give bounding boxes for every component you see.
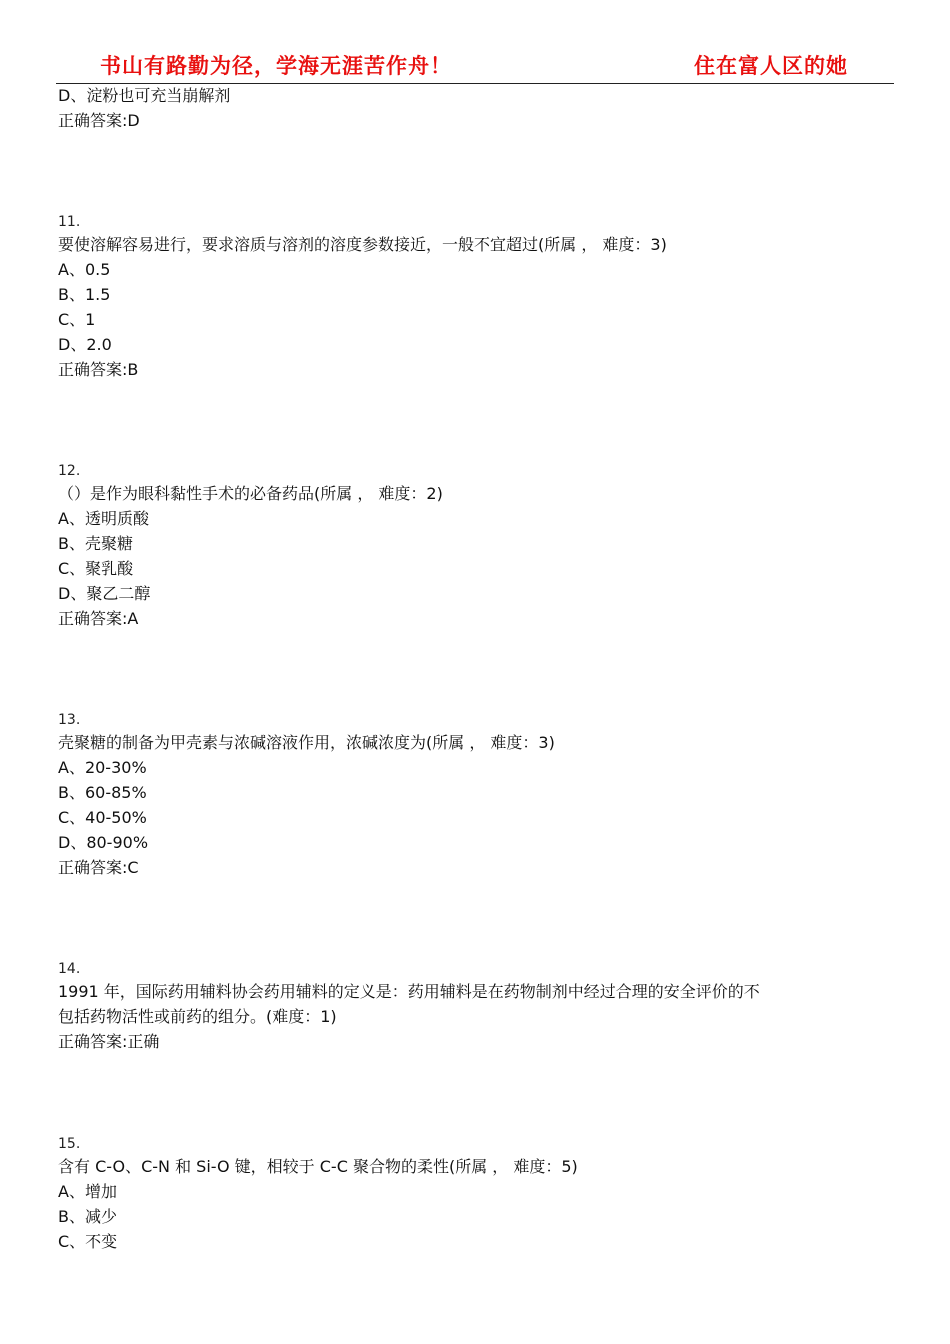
question-stem: 壳聚糖的制备为甲壳素与浓碱溶液作用，浓碱浓度为(所属 ， 难度：3): [58, 733, 555, 752]
question-answer: 正确答案:A: [58, 609, 139, 628]
page-header: [0, 0, 950, 84]
option-c: C、40-50%: [58, 808, 147, 827]
option-c: C、聚乳酸: [58, 559, 134, 578]
header-motto: 书山有路勤为径，学海无涯苦作舟！: [100, 53, 452, 78]
prev-question-option-d: D、淀粉也可充当崩解剂: [58, 86, 231, 105]
option-d: D、80-90%: [58, 833, 149, 852]
question-answer: 正确答案:正确: [58, 1032, 160, 1051]
question-stem: 要使溶解容易进行，要求溶质与溶剂的溶度参数接近，一般不宜超过(所属 ， 难度：3): [58, 235, 667, 254]
option-b: B、壳聚糖: [58, 534, 133, 553]
option-a: A、20-30%: [58, 758, 147, 777]
option-b: B、60-85%: [58, 783, 147, 802]
question-stem: （）是作为眼科黏性手术的必备药品(所属 ， 难度：2): [58, 484, 443, 503]
header-divider: [56, 83, 894, 84]
prev-question-answer: 正确答案:D: [58, 111, 140, 130]
question-stem: 含有 C-O、C-N 和 Si-O 键，相较于 C-C 聚合物的柔性(所属 ， 难度：5): [58, 1157, 578, 1176]
header-author: 住在富人区的她: [694, 53, 848, 78]
question-stem-line-2: 包括药物活性或前药的组分。(难度：1): [58, 1007, 337, 1026]
option-a: A、增加: [58, 1182, 117, 1201]
question-answer: 正确答案:C: [58, 858, 139, 877]
option-a: A、透明质酸: [58, 509, 149, 528]
option-d: D、2.0: [58, 335, 112, 354]
question-number: 14.: [58, 961, 81, 977]
option-c: C、1: [58, 310, 96, 329]
question-number: 13.: [58, 712, 81, 728]
option-d: D、聚乙二醇: [58, 584, 151, 603]
question-number: 11.: [58, 214, 81, 230]
question-number: 12.: [58, 463, 81, 479]
option-b: B、减少: [58, 1207, 117, 1226]
question-answer: 正确答案:B: [58, 360, 139, 379]
question-number: 15.: [58, 1136, 81, 1152]
option-b: B、1.5: [58, 285, 111, 304]
option-a: A、0.5: [58, 260, 111, 279]
option-c: C、不变: [58, 1232, 118, 1251]
question-stem-line-1: 1991 年，国际药用辅料协会药用辅料的定义是：药用辅料是在药物制剂中经过合理的安全评价的不: [58, 982, 760, 1001]
